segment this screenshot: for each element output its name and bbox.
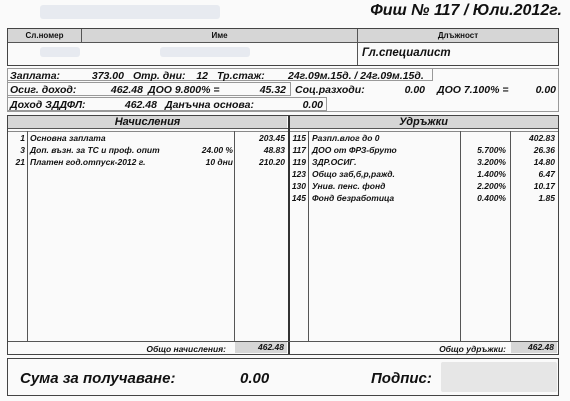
deductions-title: Удръжки: [399, 116, 448, 128]
column-position-header: Длъжност: [437, 31, 479, 40]
seniority-label: Тр.стаж:: [217, 70, 265, 82]
signature-area: [441, 362, 557, 392]
accruals-total-value: 462.48: [235, 342, 287, 353]
doo2-value: 0.00: [535, 84, 556, 96]
accruals-row: 3 Доп. възн. за ТС и проф. опит 24.00 % 48.83: [20, 145, 285, 155]
redacted-smudge: [40, 5, 220, 19]
accruals-total-label: Общо начисления:: [146, 344, 226, 354]
doo-label: ДОО 9.800% =: [148, 84, 220, 96]
insured-income-value: 462.48: [110, 84, 143, 96]
accruals-row: 21 Платен год.отпуск-2012 г. 10 дни 210.20: [15, 157, 285, 167]
worked-days-value: 12: [196, 70, 208, 82]
deductions-row: 145 Фонд безработица 0.400% 1.85: [291, 193, 555, 203]
tax-base-label: Данъчна основа:: [165, 99, 254, 111]
salary-label: Заплата:: [10, 70, 61, 82]
worked-days-label: Отр. дни:: [133, 70, 186, 82]
deductions-row: 115 Разпл.влог до 0 402.83: [292, 133, 555, 143]
seniority-value: 24г.09м.15д. / 24г.09м.15д.: [288, 70, 424, 82]
deductions-total-label: Общо удръжки:: [439, 344, 506, 354]
deductions-row: 117 ДОО от ФРЗ-бруто 5.700% 26.36: [292, 145, 555, 155]
net-pay-label: Сума за получаване:: [20, 370, 176, 387]
insured-income-label: Осиг. доход:: [10, 84, 77, 96]
doo-value: 45.32: [259, 84, 286, 96]
income-tax-value: 462.48: [124, 99, 157, 111]
social-expenses-label: Соц.разходи:: [295, 84, 365, 96]
salary-value: 373.00: [91, 70, 124, 82]
deductions-row: 123 Общо заб,б,р,ражд. 1.400% 6.47: [291, 169, 555, 179]
net-pay-value: 0.00: [240, 370, 270, 387]
tax-base-value: 0.00: [302, 99, 323, 111]
doo2-label: ДОО 7.100% =: [437, 84, 509, 96]
accruals-row: 1 Основна заплата 203.45: [20, 133, 285, 143]
income-tax-label: Доход ЗДДФЛ:: [10, 99, 86, 111]
accruals-title: Начисления: [114, 116, 181, 128]
column-number-header: Сл.номер: [25, 31, 64, 40]
deductions-row: 119 ЗДР.ОСИГ. 3.200% 14.80: [292, 157, 555, 167]
signature-label: Подпис:: [371, 370, 432, 387]
column-name-header: Име: [211, 31, 228, 40]
position-value: Гл.специалист: [362, 47, 451, 59]
payslip-title: Фиш № 117 / Юли.2012г.: [370, 2, 562, 19]
deductions-row: 130 Унив. пенс. фонд 2.200% 10.17: [291, 181, 555, 191]
deductions-total-value: 462.48: [511, 342, 557, 353]
social-expenses-value: 0.00: [404, 84, 425, 96]
